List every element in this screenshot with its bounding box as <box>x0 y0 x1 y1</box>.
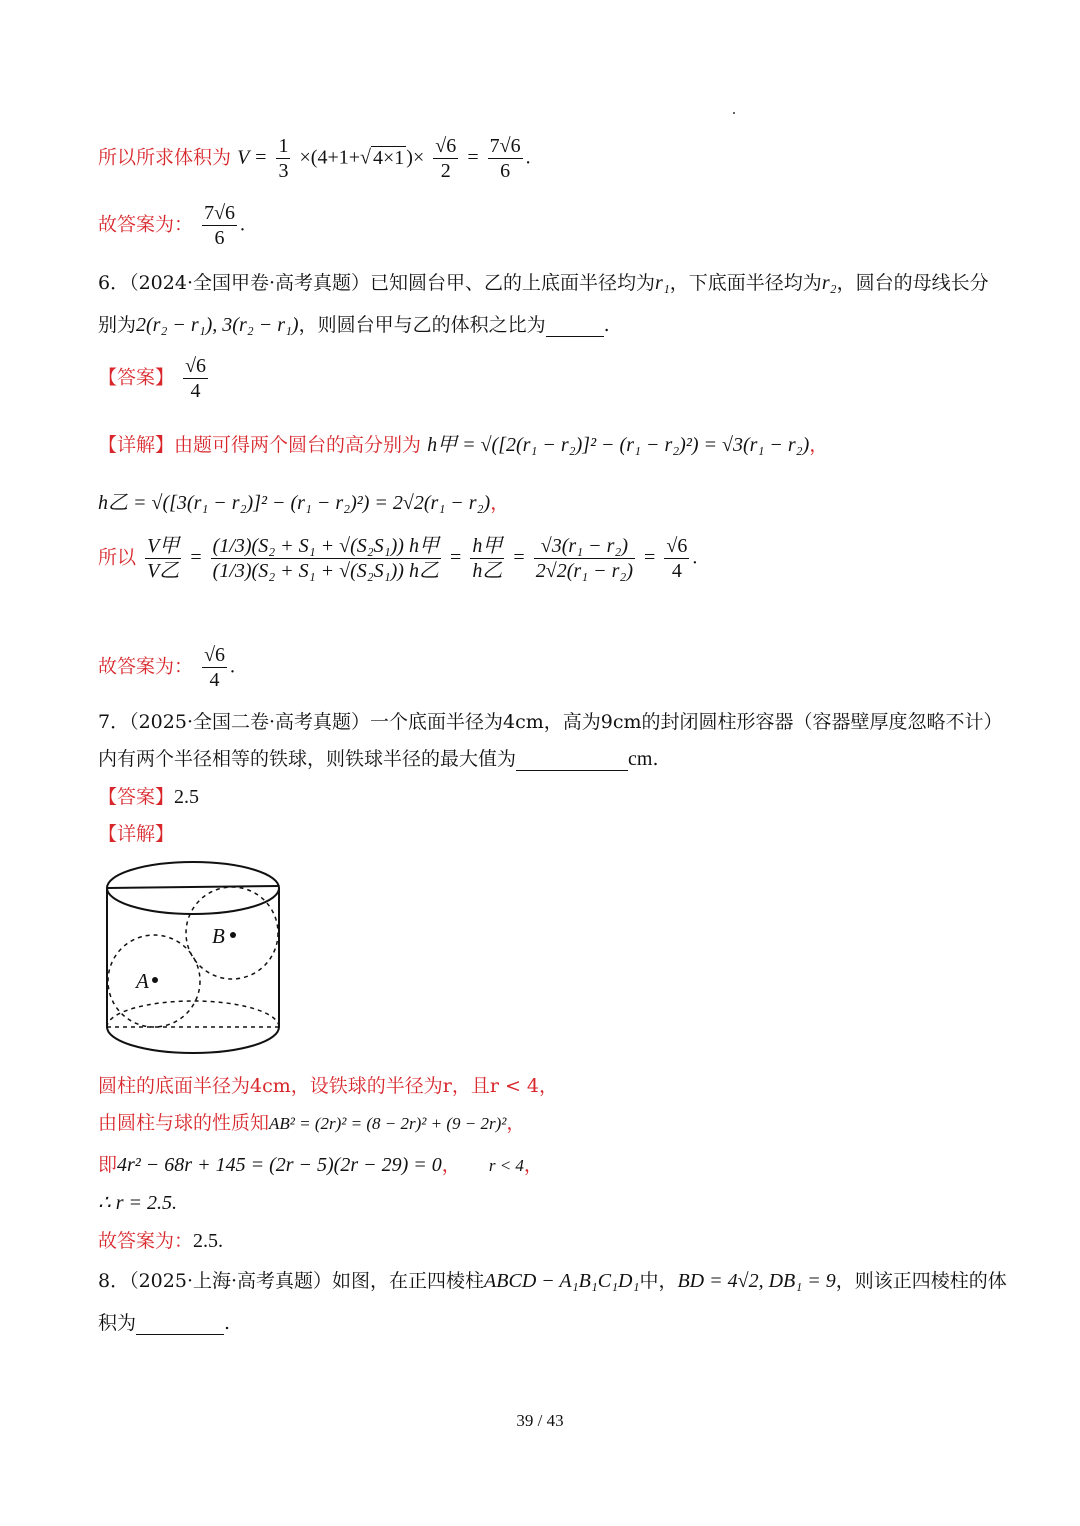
q7-condition: r < 4 <box>488 1156 524 1175</box>
cylinder-top-diameter <box>108 886 279 888</box>
q5-result-frac: $\frac{7√6}{6}$ <box>489 135 521 182</box>
q7-answer-value: 2.5 <box>174 786 200 808</box>
q7-answer <box>98 782 199 809</box>
q5-close: )× <box>406 146 425 169</box>
q6-answer-frac: $\frac{√6}{4}$ <box>185 355 207 402</box>
q7-number: 7． <box>98 711 130 733</box>
q8-question-line2: 积为 . <box>98 1312 231 1334</box>
q7-detail-tag: 【详解】 <box>98 823 175 845</box>
q6-question-line1: 6．（2024·全国甲卷·高考真题）已知圆台甲、乙的上底面半径均为r₁，下底面半径均为r₂，圆台的母线长分 <box>98 272 989 294</box>
q5-final-label: 故答案为： <box>98 213 194 236</box>
q6-r1: r₁ <box>655 272 670 294</box>
q7-question-line2: 内有两个半径相等的铁球，则铁球半径的最大值为 cm. <box>98 748 659 770</box>
q8-prism-name: ABCD − A₁B₁C₁D₁ <box>484 1270 640 1292</box>
q5-volume-line: 所以所求体积为 V = $\frac{1}{3}$ ×(4+1+√ 4×1 )× $\frac{√6}{2}$ = $\frac{7√6}{6}$ . <box>98 135 531 182</box>
q6-final-label: 故答案为： <box>98 655 194 678</box>
page-number: 39 / 43 <box>516 1411 564 1430</box>
q6-detail-line1: 【详解】由题可得两个圆台的高分别为 h甲 = √([2(r₁ − r₂)]² − (r₁ − r₂)²) = √3(r₁ − r₂)， <box>98 434 829 456</box>
label-a: A <box>136 969 149 993</box>
q6-source: （2024·全国甲卷·高考真题） <box>129 272 371 294</box>
q6-detail-line2: h乙 = √([3(r₁ − r₂)]² − (r₁ − r₂)²) = 2√2(r₁ − r₂)， <box>98 492 510 514</box>
q5-radicand: 4×1 <box>373 146 405 169</box>
cylinder-spheres-figure <box>100 855 290 1060</box>
q6-radius-ratio: $\frac{\text{√3(r₁ − r₂)}}{\text{2√2(r₁ − r₂)}}$ <box>535 535 633 582</box>
q6-volume-ratio: $\frac{\text{V甲}}{\text{V乙}}$ <box>147 535 180 582</box>
center-b-dot <box>230 932 236 938</box>
q7-distance-equation: AB² = (2r)² = (8 − 2r)² + (9 − 2r)² <box>269 1114 507 1133</box>
q5-eq: = <box>467 146 479 169</box>
q7-final-label: 故答案为： <box>98 1230 194 1252</box>
q7-answer-tag: 【答案】 <box>98 786 175 808</box>
q7-answer-blank <box>516 752 628 771</box>
q7-quadratic: 4r² − 68r + 145 = (2r − 5)(2r − 29) = 0 <box>117 1154 442 1176</box>
q7-final-answer: 故答案为：2.5. <box>98 1230 224 1252</box>
q5-final-answer: 故答案为： $\frac{7√6}{6}$ . <box>98 202 246 249</box>
q7-question-line1: 7．（2025·全国二卷·高考真题）一个底面半径为4cm，高为9cm的封闭圆柱形容器（容器壁厚度忽略不计） <box>98 711 1003 733</box>
stray-dot <box>733 112 735 114</box>
label-b: B <box>212 924 225 948</box>
q6-final-frac: $\frac{√6}{4}$ <box>204 644 226 691</box>
q6-final-answer: 故答案为： $\frac{√6}{4}$ . <box>98 644 236 691</box>
q6-height-jia: h甲 = √([2(r₁ − r₂)]² − (r₁ − r₂)²) = √3(r₁ − r₂) <box>427 434 810 456</box>
q6-detail-line3: 所以 $\frac{\text{V甲}}{\text{V乙}}$ = $\frac{\text{(1/3)(S₂ + S₁ + √(S₂S₁)) h甲}}{\text{(1/3)(S₂ + S₁ + √(S₂S₁)) h乙}}$ = $\frac{\text{h甲}}{\text{h乙}}$ = $\frac{\text{√3(r₁ − r₂)}}{\text{2√2(r₁ − r₂)}}$ = $\frac{√6}{4}$ . <box>98 535 698 582</box>
q8-number: 8． <box>98 1270 130 1292</box>
q6-detail-tag: 【详解】 <box>98 434 175 456</box>
q8-source: （2025·上海·高考真题） <box>129 1270 333 1292</box>
q8-answer-blank <box>136 1316 224 1335</box>
q6-big-frac: $\frac{\text{(1/3)(S₂ + S₁ + √(S₂S₁)) h甲}}{\text{(1/3)(S₂ + S₁ + √(S₂S₁)) h乙}}$ <box>212 535 439 582</box>
q6-height-yi: h乙 = √([3(r₁ − r₂)]² − (r₁ − r₂)²) = 2√2(r₁ − r₂) <box>98 492 491 514</box>
q5-mult: ×(4+1+ <box>299 146 361 169</box>
q5-frac-1-3: $\frac{1}{3}$ <box>278 135 289 182</box>
q6-answer-blank <box>546 318 604 337</box>
q6-answer-tag: 【答案】 <box>98 366 175 389</box>
q6-answer <box>98 354 211 403</box>
q6-question-line2: 别为2(r₂ − r₁), 3(r₂ − r₁)，则圆台甲与乙的体积之比为 . <box>98 314 610 336</box>
q5-intro: 所以所求体积为 <box>98 146 232 169</box>
q8-question-line1: 8．（2025·上海·高考真题）如图，在正四棱柱ABCD − A₁B₁C₁D₁中，BD = 4√2, DB₁ = 9，则该正四棱柱的体 <box>98 1270 1007 1292</box>
q7-detail-line2: 由圆柱与球的性质知AB² = (2r)² = (8 − 2r)² + (9 − 2r)²， <box>98 1112 526 1134</box>
q6-number: 6． <box>98 272 130 294</box>
q6-ratio-result: $\frac{√6}{4}$ <box>666 535 688 582</box>
q5-frac-height: $\frac{√6}{2}$ <box>435 135 457 182</box>
q7-source: （2025·全国二卷·高考真题） <box>129 711 371 733</box>
q7-unit: cm <box>628 748 653 770</box>
q7-therefore: ∴ r = 2.5. <box>98 1192 178 1214</box>
q5-lhs: V = <box>237 146 268 169</box>
q6-slant-expr: 2(r₂ − r₁), 3(r₂ − r₁) <box>136 314 299 336</box>
q7-detail-line3: 即4r² − 68r + 145 = (2r − 5)(2r − 29) = 0， r < 4， <box>98 1154 543 1176</box>
q6-r2: r₂ <box>821 272 837 294</box>
q8-conditions: BD = 4√2, DB₁ = 9 <box>677 1270 836 1292</box>
cylinder-bottom-front-arc <box>107 1027 279 1053</box>
q6-height-ratio: $\frac{\text{h甲}}{\text{h乙}}$ <box>472 535 503 582</box>
q7-detail-line1: 圆柱的底面半径为4cm，设铁球的半径为r，且r < 4， <box>98 1075 558 1097</box>
q6-so: 所以 <box>98 546 137 569</box>
q5-final-frac: $\frac{7√6}{6}$ <box>204 202 236 249</box>
center-a-dot <box>152 977 158 983</box>
q7-final-value: 2.5 <box>193 1230 219 1252</box>
